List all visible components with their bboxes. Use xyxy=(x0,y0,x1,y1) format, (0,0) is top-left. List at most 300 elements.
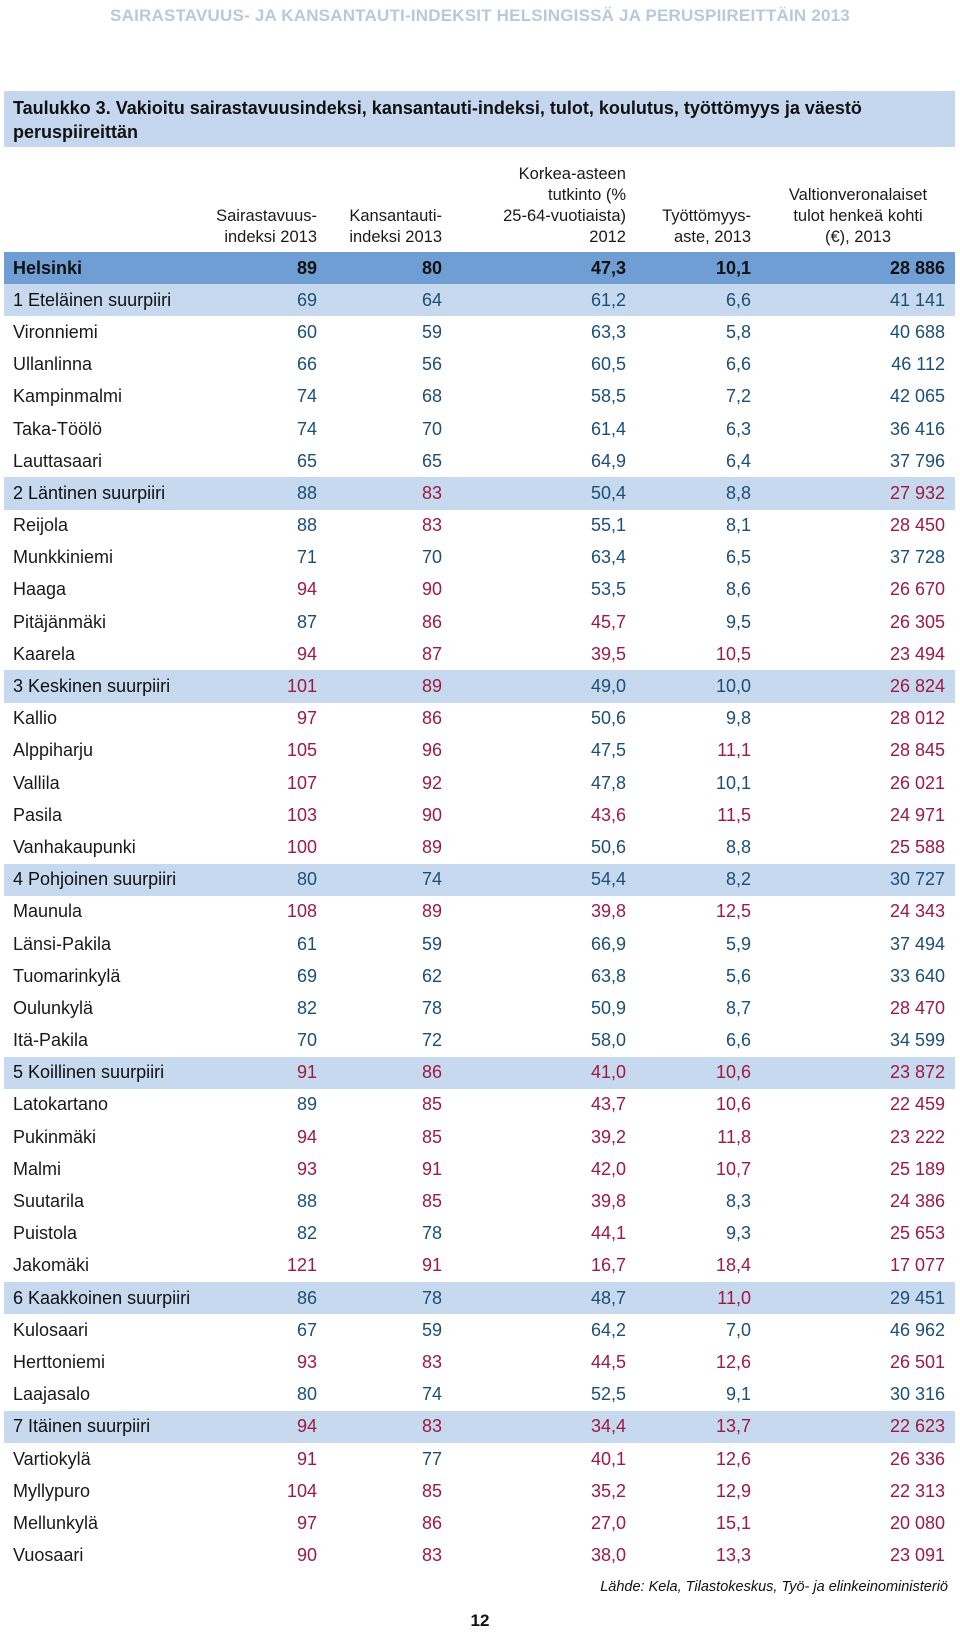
disease-index-cell: 59 xyxy=(421,321,442,342)
area-name-cell: Mellunkylä xyxy=(13,1512,99,1533)
disease-index-cell: 86 xyxy=(421,611,442,632)
table-row xyxy=(4,574,955,606)
table-row xyxy=(4,992,955,1024)
morbidity-index-cell: 65 xyxy=(296,450,317,471)
morbidity-index-cell: 107 xyxy=(286,772,317,793)
income-cell: 46 962 xyxy=(889,1319,945,1340)
morbidity-index-cell: 103 xyxy=(286,804,317,825)
income-cell: 28 845 xyxy=(889,740,945,761)
morbidity-index-cell: 71 xyxy=(296,547,317,568)
income-cell: 36 416 xyxy=(889,418,945,439)
table-row xyxy=(4,1475,955,1507)
area-name-cell: Kaarela xyxy=(13,643,76,664)
district-row xyxy=(4,1282,955,1314)
morbidity-index-cell: 86 xyxy=(197,1282,327,1314)
morbidity-index-cell: 121 xyxy=(286,1255,317,1276)
table-row xyxy=(4,703,955,735)
area-name-cell: Vuosaari xyxy=(13,1545,84,1566)
disease-index-cell: 92 xyxy=(421,772,442,793)
morbidity-index-cell: 60 xyxy=(296,321,317,342)
income-cell: 37 796 xyxy=(889,450,945,471)
unemployment-cell: 10,6 xyxy=(715,1094,751,1115)
disease-index-cell: 85 xyxy=(421,1094,442,1115)
unemployment-cell: 8,8 xyxy=(725,836,751,857)
disease-index-cell: 72 xyxy=(421,1030,442,1051)
unemployment-cell: 9,8 xyxy=(725,708,751,729)
area-name-cell: Pasila xyxy=(13,804,63,825)
table-row xyxy=(4,316,955,348)
higher-education-cell: 41,0 xyxy=(452,1057,636,1089)
income-cell: 26 501 xyxy=(889,1351,945,1372)
higher-education-cell: 39,8 xyxy=(590,901,626,922)
district-row xyxy=(4,864,955,896)
higher-education-cell: 27,0 xyxy=(590,1512,626,1533)
unemployment-cell: 6,6 xyxy=(636,284,761,316)
higher-education-cell: 50,9 xyxy=(590,997,626,1018)
area-name-cell: 2 Läntinen suurpiiri xyxy=(4,477,197,509)
area-name-cell: Kulosaari xyxy=(13,1319,89,1340)
income-cell: 26 824 xyxy=(761,670,955,702)
income-cell: 17 077 xyxy=(889,1255,945,1276)
unemployment-cell: 8,6 xyxy=(725,579,751,600)
morbidity-index-cell: 69 xyxy=(296,965,317,986)
income-cell: 22 313 xyxy=(889,1480,945,1501)
unemployment-cell: 6,4 xyxy=(725,450,751,471)
unemployment-cell: 8,8 xyxy=(636,477,761,509)
table-row xyxy=(4,928,955,960)
disease-index-cell: 78 xyxy=(327,1282,452,1314)
higher-education-cell: 38,0 xyxy=(590,1545,626,1566)
higher-education-cell: 66,9 xyxy=(590,933,626,954)
income-cell: 37 494 xyxy=(889,933,945,954)
unemployment-cell: 6,6 xyxy=(725,1030,751,1051)
disease-index-cell: 87 xyxy=(421,643,442,664)
disease-index-cell: 86 xyxy=(421,708,442,729)
income-cell: 26 670 xyxy=(889,579,945,600)
higher-education-cell: 53,5 xyxy=(590,579,626,600)
morbidity-index-cell: 89 xyxy=(197,252,327,284)
area-name-cell: Länsi-Pakila xyxy=(13,933,112,954)
table-row xyxy=(4,831,955,863)
higher-education-cell: 50,4 xyxy=(452,477,636,509)
disease-index-cell: 74 xyxy=(327,864,452,896)
higher-education-cell: 61,2 xyxy=(452,284,636,316)
morbidity-index-cell: 94 xyxy=(197,1411,327,1443)
morbidity-index-cell: 66 xyxy=(296,354,317,375)
area-name-cell: Ullanlinna xyxy=(13,354,93,375)
morbidity-index-cell: 74 xyxy=(296,386,317,407)
unemployment-cell: 9,5 xyxy=(725,611,751,632)
morbidity-index-cell: 97 xyxy=(296,1512,317,1533)
unemployment-cell: 6,3 xyxy=(725,418,751,439)
higher-education-cell: 44,1 xyxy=(590,1223,626,1244)
disease-index-cell: 89 xyxy=(421,836,442,857)
area-name-cell: Maunula xyxy=(13,901,83,922)
unemployment-cell: 12,5 xyxy=(715,901,751,922)
unemployment-cell: 7,0 xyxy=(725,1319,751,1340)
area-name-cell: Helsinki xyxy=(4,252,197,284)
disease-index-cell: 85 xyxy=(421,1191,442,1212)
table-row xyxy=(4,638,955,670)
unemployment-cell: 6,6 xyxy=(725,354,751,375)
income-cell: 27 932 xyxy=(761,477,955,509)
disease-index-cell: 78 xyxy=(421,1223,442,1244)
unemployment-cell: 11,8 xyxy=(717,1126,751,1147)
disease-index-cell: 85 xyxy=(421,1126,442,1147)
higher-education-cell: 40,1 xyxy=(590,1448,626,1469)
income-cell: 37 728 xyxy=(889,547,945,568)
table-row xyxy=(4,542,955,574)
area-name-cell: 4 Pohjoinen suurpiiri xyxy=(4,864,197,896)
area-name-cell: Reijola xyxy=(13,515,69,536)
table-caption: Taulukko 3. Vakioitu sairastavuusindeksi, kansantauti-indeksi, tulot, koulutus, työttömyys ja väestö peruspiireittän xyxy=(4,91,955,147)
unemployment-cell: 15,1 xyxy=(715,1512,751,1533)
income-cell: 22 623 xyxy=(761,1411,955,1443)
income-cell: 25 189 xyxy=(889,1158,945,1179)
higher-education-cell: 35,2 xyxy=(590,1480,626,1501)
unemployment-cell: 10,1 xyxy=(715,772,751,793)
higher-education-cell: 34,4 xyxy=(452,1411,636,1443)
disease-index-cell: 70 xyxy=(421,547,442,568)
column-header-disease-index: Kansantauti- indeksi 2013 xyxy=(349,207,442,246)
higher-education-cell: 55,1 xyxy=(590,515,626,536)
income-cell: 24 386 xyxy=(889,1191,945,1212)
disease-index-cell: 77 xyxy=(421,1448,442,1469)
table-row xyxy=(4,1185,955,1217)
unemployment-cell: 7,2 xyxy=(725,386,751,407)
higher-education-cell: 45,7 xyxy=(590,611,626,632)
area-name-cell: Puistola xyxy=(13,1223,78,1244)
income-cell: 30 316 xyxy=(889,1384,945,1405)
income-cell: 26 021 xyxy=(889,772,945,793)
disease-index-cell: 85 xyxy=(421,1480,442,1501)
unemployment-cell: 12,6 xyxy=(715,1448,751,1469)
higher-education-cell: 39,5 xyxy=(590,643,626,664)
area-name-cell: Vallila xyxy=(13,772,60,793)
morbidity-index-cell: 69 xyxy=(197,284,327,316)
area-name-cell: Vanhakaupunki xyxy=(13,836,136,857)
disease-index-cell: 78 xyxy=(421,997,442,1018)
income-cell: 23 494 xyxy=(889,643,945,664)
area-name-cell: 5 Koillinen suurpiiri xyxy=(4,1057,197,1089)
unemployment-cell: 10,6 xyxy=(636,1057,761,1089)
running-header: SAIRASTAVUUS- JA KANSANTAUTI-INDEKSIT HELSINGISSÄ JA PERUSPIIREITTÄIN 2013 xyxy=(110,6,850,25)
higher-education-cell: 44,5 xyxy=(590,1351,626,1372)
morbidity-index-cell: 91 xyxy=(296,1448,317,1469)
area-name-cell: Oulunkylä xyxy=(13,997,94,1018)
higher-education-cell: 43,6 xyxy=(590,804,626,825)
disease-index-cell: 80 xyxy=(327,252,452,284)
area-name-cell: 6 Kaakkoinen suurpiiri xyxy=(4,1282,197,1314)
income-cell: 23 091 xyxy=(889,1545,945,1566)
table-row xyxy=(4,960,955,992)
income-cell: 23 872 xyxy=(761,1057,955,1089)
morbidity-index-cell: 82 xyxy=(296,997,317,1018)
column-header-higher-education: Korkea-asteen tutkinto (% 25-64-vuotiaista) 2012 xyxy=(503,165,626,246)
income-cell: 29 451 xyxy=(761,1282,955,1314)
income-cell: 22 459 xyxy=(889,1094,945,1115)
unemployment-cell: 5,9 xyxy=(725,933,751,954)
income-cell: 28 450 xyxy=(889,515,945,536)
column-header-unemployment: Työttömyys- aste, 2013 xyxy=(662,207,751,246)
unemployment-cell: 11,5 xyxy=(717,804,751,825)
table-row xyxy=(4,1121,955,1153)
morbidity-index-cell: 88 xyxy=(296,515,317,536)
area-name-cell: Kallio xyxy=(13,708,58,729)
higher-education-cell: 49,0 xyxy=(452,670,636,702)
table-row xyxy=(4,735,955,767)
area-name-cell: Pukinmäki xyxy=(13,1126,97,1147)
area-name-cell: Pitäjänmäki xyxy=(13,611,107,632)
table-row xyxy=(4,381,955,413)
disease-index-cell: 83 xyxy=(327,1411,452,1443)
disease-index-cell: 86 xyxy=(327,1057,452,1089)
disease-index-cell: 59 xyxy=(421,933,442,954)
disease-index-cell: 74 xyxy=(421,1384,442,1405)
morbidity-index-cell: 88 xyxy=(197,477,327,509)
morbidity-index-cell: 97 xyxy=(296,708,317,729)
table-row xyxy=(4,510,955,542)
table-body xyxy=(4,252,955,1572)
income-cell: 34 599 xyxy=(889,1030,945,1051)
unemployment-cell: 10,0 xyxy=(636,670,761,702)
district-row xyxy=(4,284,955,316)
income-cell: 24 343 xyxy=(889,901,945,922)
morbidity-index-cell: 70 xyxy=(296,1030,317,1051)
higher-education-cell: 43,7 xyxy=(590,1094,626,1115)
disease-index-cell: 86 xyxy=(421,1512,442,1533)
area-name-cell: Haaga xyxy=(13,579,67,600)
area-name-cell: Malmi xyxy=(13,1158,61,1179)
unemployment-cell: 12,9 xyxy=(715,1480,751,1501)
area-name-cell: Myllypuro xyxy=(13,1480,91,1501)
district-row xyxy=(4,1057,955,1089)
column-header-morbidity-index: Sairastavuus- indeksi 2013 xyxy=(216,207,317,246)
table-row xyxy=(4,606,955,638)
higher-education-cell: 39,8 xyxy=(590,1191,626,1212)
area-name-cell: Laajasalo xyxy=(13,1384,91,1405)
higher-education-cell: 47,3 xyxy=(452,252,636,284)
income-cell: 25 588 xyxy=(889,836,945,857)
unemployment-cell: 5,6 xyxy=(725,965,751,986)
area-name-cell: Lauttasaari xyxy=(13,450,103,471)
disease-index-cell: 96 xyxy=(421,740,442,761)
higher-education-cell: 48,7 xyxy=(452,1282,636,1314)
page-number: 12 xyxy=(470,1611,490,1630)
unemployment-cell: 10,1 xyxy=(636,252,761,284)
morbidity-index-cell: 108 xyxy=(286,901,317,922)
income-cell: 26 305 xyxy=(889,611,945,632)
area-name-cell: 1 Eteläinen suurpiiri xyxy=(4,284,197,316)
income-cell: 46 112 xyxy=(891,354,945,375)
unemployment-cell: 11,1 xyxy=(717,740,751,761)
unemployment-cell: 9,3 xyxy=(725,1223,751,1244)
morbidity-index-cell: 74 xyxy=(296,418,317,439)
source-note: Lähde: Kela, Tilastokeskus, Työ- ja elinkeinoministeriö xyxy=(600,1579,948,1595)
column-header-income: Valtionveronalaiset tulot henkeä kohti (€), 2013 xyxy=(788,186,928,246)
disease-index-cell: 90 xyxy=(421,804,442,825)
unemployment-cell: 6,5 xyxy=(725,547,751,568)
disease-index-cell: 91 xyxy=(421,1158,442,1179)
unemployment-cell: 8,7 xyxy=(725,997,751,1018)
morbidity-index-cell: 80 xyxy=(296,1384,317,1405)
higher-education-cell: 39,2 xyxy=(590,1126,626,1147)
table-row xyxy=(4,1507,955,1539)
higher-education-cell: 58,5 xyxy=(590,386,626,407)
table-row xyxy=(4,1314,955,1346)
income-cell: 23 222 xyxy=(889,1126,945,1147)
disease-index-cell: 83 xyxy=(421,1351,442,1372)
higher-education-cell: 63,3 xyxy=(590,321,626,342)
column-header-area xyxy=(4,150,197,252)
morbidity-index-cell: 67 xyxy=(296,1319,317,1340)
disease-index-cell: 83 xyxy=(421,515,442,536)
morbidity-index-cell: 93 xyxy=(296,1158,317,1179)
area-name-cell: Alppiharju xyxy=(13,740,94,761)
disease-index-cell: 89 xyxy=(421,901,442,922)
disease-index-cell: 56 xyxy=(421,354,442,375)
income-cell: 28 470 xyxy=(889,997,945,1018)
morbidity-index-cell: 87 xyxy=(296,611,317,632)
higher-education-cell: 47,8 xyxy=(590,772,626,793)
higher-education-cell: 63,8 xyxy=(590,965,626,986)
morbidity-index-cell: 94 xyxy=(296,579,317,600)
disease-index-cell: 70 xyxy=(421,418,442,439)
morbidity-index-cell: 61 xyxy=(296,933,317,954)
area-name-cell: Herttoniemi xyxy=(13,1351,106,1372)
area-name-cell: Latokartano xyxy=(13,1094,109,1115)
higher-education-cell: 50,6 xyxy=(590,708,626,729)
higher-education-cell: 16,7 xyxy=(590,1255,626,1276)
table-row xyxy=(4,1250,955,1282)
area-name-cell: Itä-Pakila xyxy=(13,1030,89,1051)
income-cell: 24 971 xyxy=(889,804,945,825)
income-cell: 40 688 xyxy=(889,321,945,342)
table-row xyxy=(4,1540,955,1572)
table-header-row xyxy=(4,150,955,252)
income-cell: 42 065 xyxy=(889,386,945,407)
area-name-cell: Kampinmalmi xyxy=(13,386,123,407)
morbidity-index-cell: 101 xyxy=(197,670,327,702)
income-cell: 28 012 xyxy=(889,708,945,729)
unemployment-cell: 8,2 xyxy=(636,864,761,896)
higher-education-cell: 42,0 xyxy=(590,1158,626,1179)
unemployment-cell: 12,6 xyxy=(715,1351,751,1372)
morbidity-index-cell: 93 xyxy=(296,1351,317,1372)
income-cell: 33 640 xyxy=(889,965,945,986)
higher-education-cell: 47,5 xyxy=(590,740,626,761)
area-name-cell: Tuomarinkylä xyxy=(13,965,121,986)
area-name-cell: Vironniemi xyxy=(13,321,98,342)
table-row xyxy=(4,445,955,477)
table-row xyxy=(4,1153,955,1185)
area-name-cell: Taka-Töölö xyxy=(13,418,103,439)
table-row xyxy=(4,1346,955,1378)
unemployment-cell: 8,1 xyxy=(725,515,751,536)
table-row xyxy=(4,799,955,831)
unemployment-cell: 5,8 xyxy=(725,321,751,342)
morbidity-index-cell: 94 xyxy=(296,1126,317,1147)
higher-education-cell: 64,9 xyxy=(590,450,626,471)
morbidity-index-cell: 90 xyxy=(296,1545,317,1566)
higher-education-cell: 63,4 xyxy=(590,547,626,568)
disease-index-cell: 68 xyxy=(421,386,442,407)
table-row xyxy=(4,1025,955,1057)
area-name-cell: 7 Itäinen suurpiiri xyxy=(4,1411,197,1443)
income-cell: 28 886 xyxy=(761,252,955,284)
morbidity-index-cell: 104 xyxy=(286,1480,317,1501)
morbidity-index-cell: 89 xyxy=(296,1094,317,1115)
disease-index-cell: 65 xyxy=(421,450,442,471)
income-cell: 30 727 xyxy=(761,864,955,896)
unemployment-cell: 11,0 xyxy=(636,1282,761,1314)
higher-education-cell: 58,0 xyxy=(590,1030,626,1051)
disease-index-cell: 64 xyxy=(327,284,452,316)
unemployment-cell: 10,7 xyxy=(715,1158,751,1179)
table-row xyxy=(4,349,955,381)
higher-education-cell: 50,6 xyxy=(590,836,626,857)
morbidity-index-cell: 88 xyxy=(296,1191,317,1212)
income-cell: 26 336 xyxy=(889,1448,945,1469)
higher-education-cell: 52,5 xyxy=(590,1384,626,1405)
disease-index-cell: 89 xyxy=(327,670,452,702)
district-row xyxy=(4,477,955,509)
table-row xyxy=(4,1089,955,1121)
area-name-cell: Vartiokylä xyxy=(13,1448,91,1469)
table-row xyxy=(4,413,955,445)
morbidity-index-cell: 94 xyxy=(296,643,317,664)
district-row xyxy=(4,670,955,702)
unemployment-cell: 9,1 xyxy=(725,1384,751,1405)
unemployment-cell: 13,7 xyxy=(636,1411,761,1443)
disease-index-cell: 90 xyxy=(421,579,442,600)
area-name-cell: Munkkiniemi xyxy=(13,547,114,568)
higher-education-cell: 54,4 xyxy=(452,864,636,896)
table-row xyxy=(4,767,955,799)
table-row xyxy=(4,896,955,928)
morbidity-index-cell: 91 xyxy=(197,1057,327,1089)
statistics-table xyxy=(4,150,955,1572)
disease-index-cell: 83 xyxy=(421,1545,442,1566)
income-cell: 25 653 xyxy=(889,1223,945,1244)
disease-index-cell: 62 xyxy=(421,965,442,986)
morbidity-index-cell: 80 xyxy=(197,864,327,896)
income-cell: 20 080 xyxy=(889,1512,945,1533)
district-row xyxy=(4,1411,955,1443)
disease-index-cell: 91 xyxy=(421,1255,442,1276)
higher-education-cell: 61,4 xyxy=(590,418,626,439)
table-row xyxy=(4,1443,955,1475)
disease-index-cell: 83 xyxy=(327,477,452,509)
area-name-cell: Suutarila xyxy=(13,1191,85,1212)
unemployment-cell: 18,4 xyxy=(715,1255,751,1276)
morbidity-index-cell: 100 xyxy=(286,836,317,857)
table-row xyxy=(4,1218,955,1250)
higher-education-cell: 60,5 xyxy=(590,354,626,375)
unemployment-cell: 13,3 xyxy=(715,1545,751,1566)
morbidity-index-cell: 82 xyxy=(296,1223,317,1244)
unemployment-cell: 8,3 xyxy=(725,1191,751,1212)
area-name-cell: 3 Keskinen suurpiiri xyxy=(4,670,197,702)
unemployment-cell: 10,5 xyxy=(715,643,751,664)
table-row xyxy=(4,1379,955,1411)
higher-education-cell: 64,2 xyxy=(590,1319,626,1340)
disease-index-cell: 59 xyxy=(421,1319,442,1340)
total-row xyxy=(4,252,955,284)
income-cell: 41 141 xyxy=(761,284,955,316)
area-name-cell: Jakomäki xyxy=(13,1255,90,1276)
morbidity-index-cell: 105 xyxy=(286,740,317,761)
